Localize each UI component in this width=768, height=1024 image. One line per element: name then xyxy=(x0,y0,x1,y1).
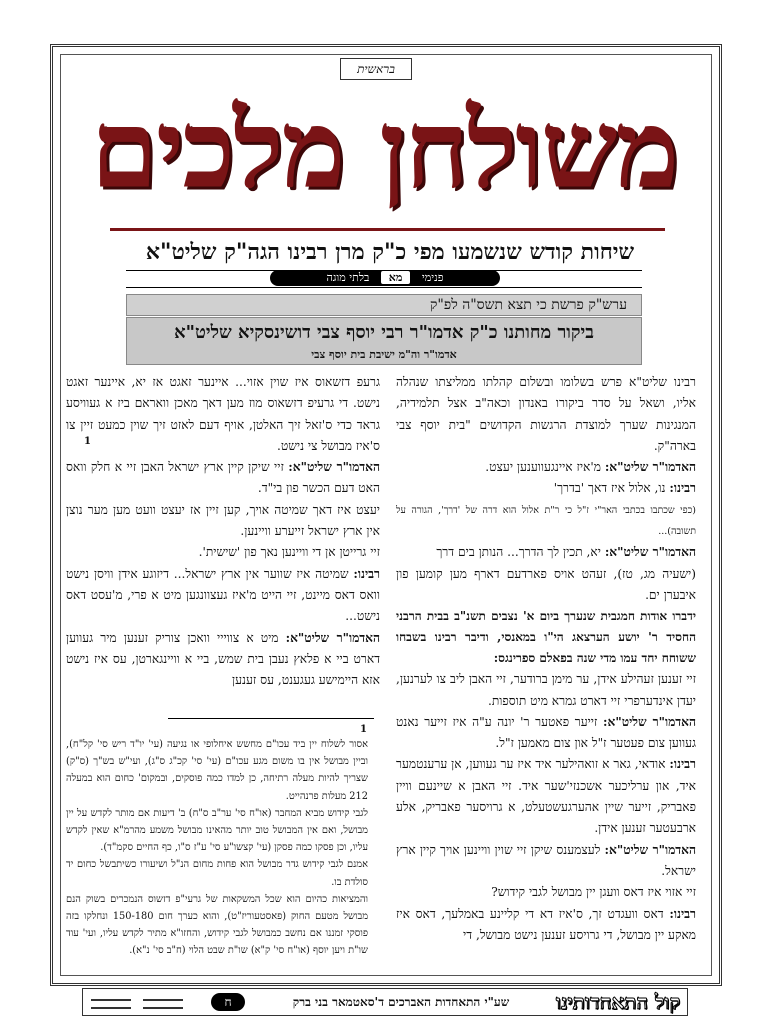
footer-ornament-left xyxy=(91,999,131,1009)
dialogue-paragraph xyxy=(66,457,380,500)
text-paragraph: רבינו שליט"א פרש בשלומו ובשלום קהלתו ממליצתו שנהלה אליו, ושאל על סדר ביקורו באנדון וכאה"ב אצל תלמידיה, המנגינות שערך למוצדת הרגשות הקדושים "בית יוסף צבי בארה"ק. xyxy=(396,375,696,453)
dialogue-paragraph xyxy=(396,754,696,839)
dialogue-paragraph xyxy=(396,478,696,499)
dialogue-paragraph xyxy=(66,564,380,628)
speaker-label: האדמו"ר שליט"א: xyxy=(285,630,380,645)
speech-text: דאס וועגדט זך, ס'איז דא די קליינע באמלעך, דאס איז מאקע יין מבושל, די גרויסע זענען נישט מבושל, די xyxy=(396,906,696,942)
dialogue-paragraph xyxy=(396,542,696,563)
page-number: ח xyxy=(211,993,245,1011)
footnote-marker: 1 xyxy=(84,436,91,447)
footnote-divider xyxy=(168,718,374,719)
speaker-label: האדמו"ר שליט"א: xyxy=(604,460,696,475)
left-text-column xyxy=(66,372,380,710)
speaker-label: האדמו"ר שליט"א: xyxy=(604,842,696,857)
page-subtitle: שיחות קודש שנשמעו מפי כ"ק מרן רבינו הגה"ק שליט"א xyxy=(145,239,635,265)
speaker-label: רבינו: xyxy=(669,757,696,772)
parsha-tag: בראשית xyxy=(340,58,412,80)
speech-text: נו, אלול איז דאך 'בדרך' xyxy=(553,481,670,496)
text-paragraph: זיי גרייטן אן די וויינען נאך פון 'שישית'. xyxy=(198,545,380,560)
footnote-paragraph: אמנם לגבי קידוש גדר מבושל הוא פחות מחום הנ"ל ושיעורו כשיתבשל כחום יד סולדת בו. xyxy=(66,859,368,888)
dialogue-paragraph xyxy=(396,712,696,755)
footnote-paragraph: לגבי קידוש מביא המחבר (או"ח סי' ער"ב ס"ח) ב' דיעות אם מותר לקדש על יין מבושל, ואם אין המבושל טוב יותר מהאינו מבושל משמע מהרמ"א שאין לקדש עליו, וכן פסקו כמה פסקן (עי' קצשו"ע סי' ע"ז ס"ו, כף החיים סקמ"ד). xyxy=(66,807,368,854)
dialogue-paragraph xyxy=(66,628,380,692)
inline-note: (כפי שכתבו בכתבי האר"י ז"ל כי ר"ת אלול הוא דרה של 'דרך', הגורה על תשובה)... xyxy=(396,504,696,538)
text-paragraph: (ישעיה מג, טז), זעהט אויס פארדעם דארף מען קומען פון איבערן ים. xyxy=(396,566,696,602)
text-paragraph: זיי אזוי איז דאס וועגן יין מבושל לגבי קידוש? xyxy=(491,885,696,900)
footnote-paragraph: והמציאות כהיום הוא שכל המשקאות של גרעי"פ דזשוס הנמכרים בשוק הנם מבושל מטעם החוק (פאסטעוריז"ט), והוא כערך חום 150-180 ונחלקו בזה פוסקי זמננו אם נחשב כמבושל לגבי קידוש, והחזו"א מתיר לקדש עליו, ועי' עוד שו"ת ויען יוסף (או"ח סי' ק"א) שו"ת שבט הלוי (ח"ב סי' נ"א). xyxy=(66,893,368,957)
dialogue-paragraph xyxy=(396,840,696,883)
footer-brand: קול התאחדותינו xyxy=(555,990,681,1014)
text-paragraph: יעצט איז דאך שמיטה אויך, קען זיין אז יעצט וועט מען מער נוצן אין ארץ ישראל זייערע וויינען. xyxy=(66,502,380,539)
section-label xyxy=(270,270,500,286)
visit-subtitle: אדמו"ר וה"מ ישיבת בית יוסף צבי xyxy=(311,348,457,361)
dialogue-paragraph xyxy=(396,904,696,947)
speech-text: מיט א צווייי וואכן צוריק זענען מיר געווען דארט ביי א פלאץ נעבן בית שמש, ביי א וויינגארטן, עס איז נישט אזא היימישע געגענט, עס זענען xyxy=(66,630,380,688)
speech-text: יא, תכין לך הדרך... הנותן בים דרך xyxy=(436,545,605,560)
footnote-paragraph: אסור לשלוח יין ביד עכו"ם מחשש איחלופי או נגיעה (עי' יו"ד ריש סי' קל"ח), וביין מבושל אין בו משום מגע עכו"ם (עי' סי' קכ"ג ס"ג), ועי"ש בש"ך (ס"ק) שצריך להיות מעלה רתיחה, כן למדו כמה פוסקים, ובמקום' כחום הוא במעלה 212 מעלות פרנהייט. xyxy=(66,739,368,802)
visit-title: ביקור מחותנו כ"ק אדמו"ר רבי יוסף צבי דושינסקיא שליט"א xyxy=(174,322,594,343)
masthead-divider xyxy=(110,228,665,231)
text-paragraph: זיי זענען זעהילע אידן, ער מימן ברודער, זיי האבן ליב צו לערנען, יעדן אינדערפרי זיי דארט גמרא מיט תוספות. xyxy=(396,672,696,708)
speaker-label: האדמו"ר שליט"א: xyxy=(604,545,696,560)
footnote-number: 1 xyxy=(360,724,367,735)
footer-ornament-mid xyxy=(143,999,183,1009)
speech-text: זיי שיקן קיין ארץ ישראל האבן זיי א חלק וואס האט דעם הכשר פון בי"ד. xyxy=(66,460,380,496)
right-text-column xyxy=(396,372,696,964)
visit-banner xyxy=(126,317,642,365)
speaker-label: רבינו: xyxy=(669,906,696,921)
speech-text: אודאי, גאר א זואהילער איד איז ער געווען, אן ערענטמער איד, און ערליכער אשכנזי'שער איד. זיי האבן א שיינעם וויין פאבריק, זייער שיין אהערגעשטעלט, א גרויסער פאבריק, אלע ארבעטער זענען אידן. xyxy=(396,757,696,836)
section-number: מא xyxy=(381,271,411,284)
section-right: פנימי xyxy=(421,271,444,284)
speech-text: שמיטה איז שווער אין ארץ ישראל... דיזוגע אידן וויסן נישט וואס דאס מיינט, זיי הייט מ'איז געצוונגען מיט א פרי, מ'עסט דאס נישט... xyxy=(66,566,380,624)
footnotes-block xyxy=(66,736,368,964)
speech-text: זייער פאטער ר' יונה ע"ה איז זייער נאנט געווען צום פעטער ז"ל און צום מאמען ז"ל. xyxy=(396,714,696,751)
speech-text: לעצמענס שיקן זיי שוין וויינען אויך קיין ארץ ישראל. xyxy=(396,842,696,878)
dialogue-paragraph xyxy=(396,457,696,478)
bold-intro-paragraph: ידברו אודות חמגבית שנערך ביום א' נצבים תשנ"ב בבית הרבני החסיד ר' יושע הערצאג הי"ו במאנסי, ודיבר רבינו בשבחו ששוחח יחד עמו מדי שנה בפאלם ספרינגס: xyxy=(396,609,696,666)
speech-text: מ'איז איינגעווענען יעצט. xyxy=(485,460,605,475)
speaker-label: רבינו: xyxy=(353,566,380,581)
masthead-title: משולחן מלכים xyxy=(90,87,678,213)
speaker-label: האדמו"ר שליט"א: xyxy=(603,714,696,729)
date-banner: ערש"ק פרשת כי תצא תשס"ה לפ"ק xyxy=(126,294,642,316)
footer-banner xyxy=(82,988,688,1016)
section-left: בלתי מוגה xyxy=(326,271,370,284)
footer-publisher: שע"י התאחדות האברכים ד'סאטמאר בני ברק xyxy=(292,995,510,1009)
speaker-label: רבינו: xyxy=(669,481,696,496)
speaker-label: האדמו"ר שליט"א: xyxy=(288,460,380,475)
text-paragraph: גרעפ דזשאוס איז שוין אזוי... איינער זאגט אז יא, איינער זאגט נישט. די גרעיפ דזשאוס מוז מען דאך מאכן וואראם ביז א געוויסע גראד כדי ס'זאל זיך האלטן, אויף דעם לאזט זיך שוין כמעט זיין צו ס'איז מבושל צי נישט. xyxy=(66,375,380,453)
